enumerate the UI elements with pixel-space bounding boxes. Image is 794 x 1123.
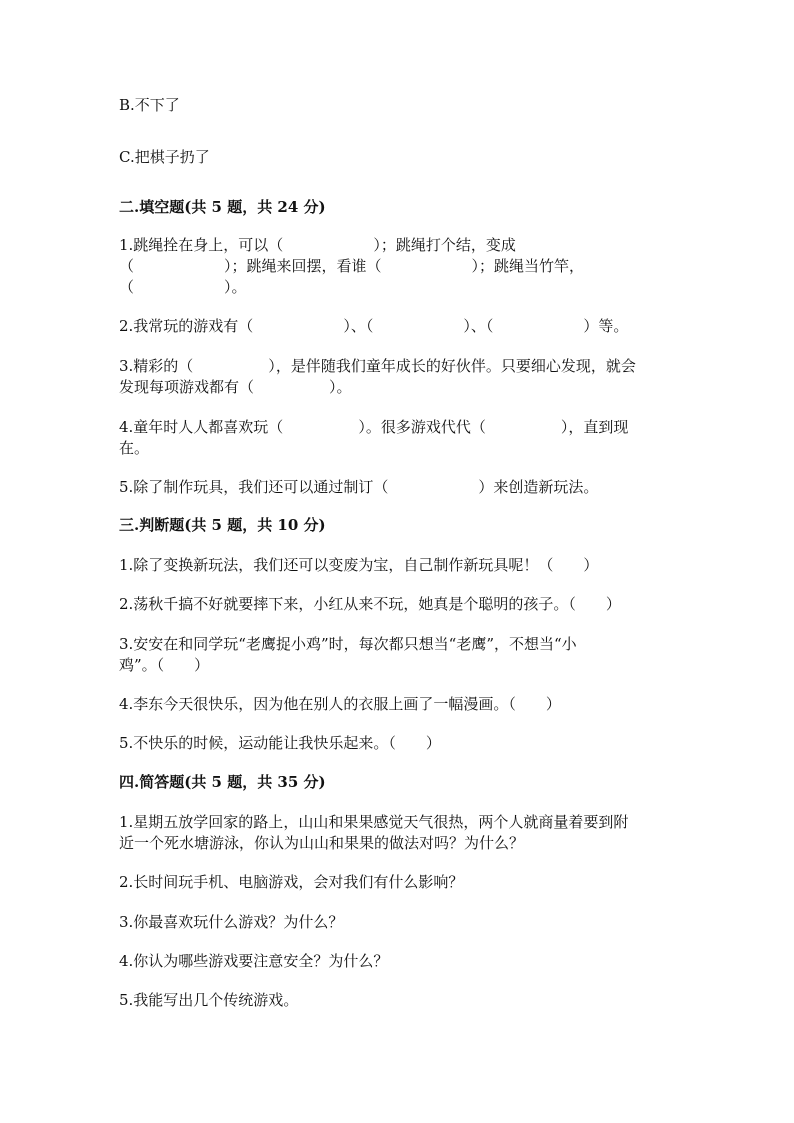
question-tf-1: 1.除了变换新玩法，我们还可以变废为宝，自己制作新玩具呢！（ ） [119,556,599,574]
section-heading-true-false: 三.判断题(共 5 题，共 10 分) [119,516,326,534]
question-line: 3.精彩的（ ），是伴随我们童年成长的好伙伴。只要细心发现，就会 [119,357,636,375]
question-line: 近一个死水塘游泳，你认为山山和果果的做法对吗？为什么？ [119,834,525,852]
question-line: 3.安安在和同学玩“老鹰捉小鸡”时，每次都只想当“老鹰”，不想当“小 [119,635,577,653]
question-line: 鸡”。（ ） [119,656,210,674]
question-line: （ ）；跳绳来回摆，看谁（ ）；跳绳当竹竿， [119,257,585,275]
question-fill-5: 5.除了制作玩具，我们还可以通过制订（ ）来创造新玩法。 [119,478,599,496]
question-line: 4.童年时人人都喜欢玩（ ）。很多游戏代代（ ），直到现 [119,418,629,436]
question-fill-2: 2.我常玩的游戏有（ ）、（ ）、（ ）等。 [119,317,629,335]
question-sa-5: 5.我能写出几个传统游戏。 [119,991,299,1009]
question-tf-2: 2.荡秋千搞不好就要摔下来，小红从来不玩，她真是个聪明的孩子。（ ） [119,595,621,613]
option-b: B.不下了 [119,96,180,114]
question-line: （ ）。 [119,278,247,296]
question-sa-3: 3.你最喜欢玩什么游戏？为什么？ [119,913,344,931]
section-heading-short-answer: 四.简答题(共 5 题，共 35 分) [119,773,326,791]
question-line: 1.跳绳拴在身上，可以（ ）；跳绳打个结，变成 [119,236,516,254]
option-c: C.把棋子扔了 [119,148,210,166]
question-line: 1.星期五放学回家的路上，山山和果果感觉天气很热，两个人就商量着要到附 [119,813,629,831]
question-tf-5: 5.不快乐的时候，运动能让我快乐起来。（ ） [119,734,441,752]
question-sa-4: 4.你认为哪些游戏要注意安全？为什么？ [119,952,389,970]
question-sa-2: 2.长时间玩手机、电脑游戏，会对我们有什么影响？ [119,873,464,891]
section-heading-fill-blank: 二.填空题(共 5 题，共 24 分) [119,198,326,216]
question-line: 在。 [119,439,150,457]
question-tf-4: 4.李东今天很快乐，因为他在别人的衣服上画了一幅漫画。（ ） [119,695,561,713]
question-line: 发现每项游戏都有（ ）。 [119,378,352,396]
